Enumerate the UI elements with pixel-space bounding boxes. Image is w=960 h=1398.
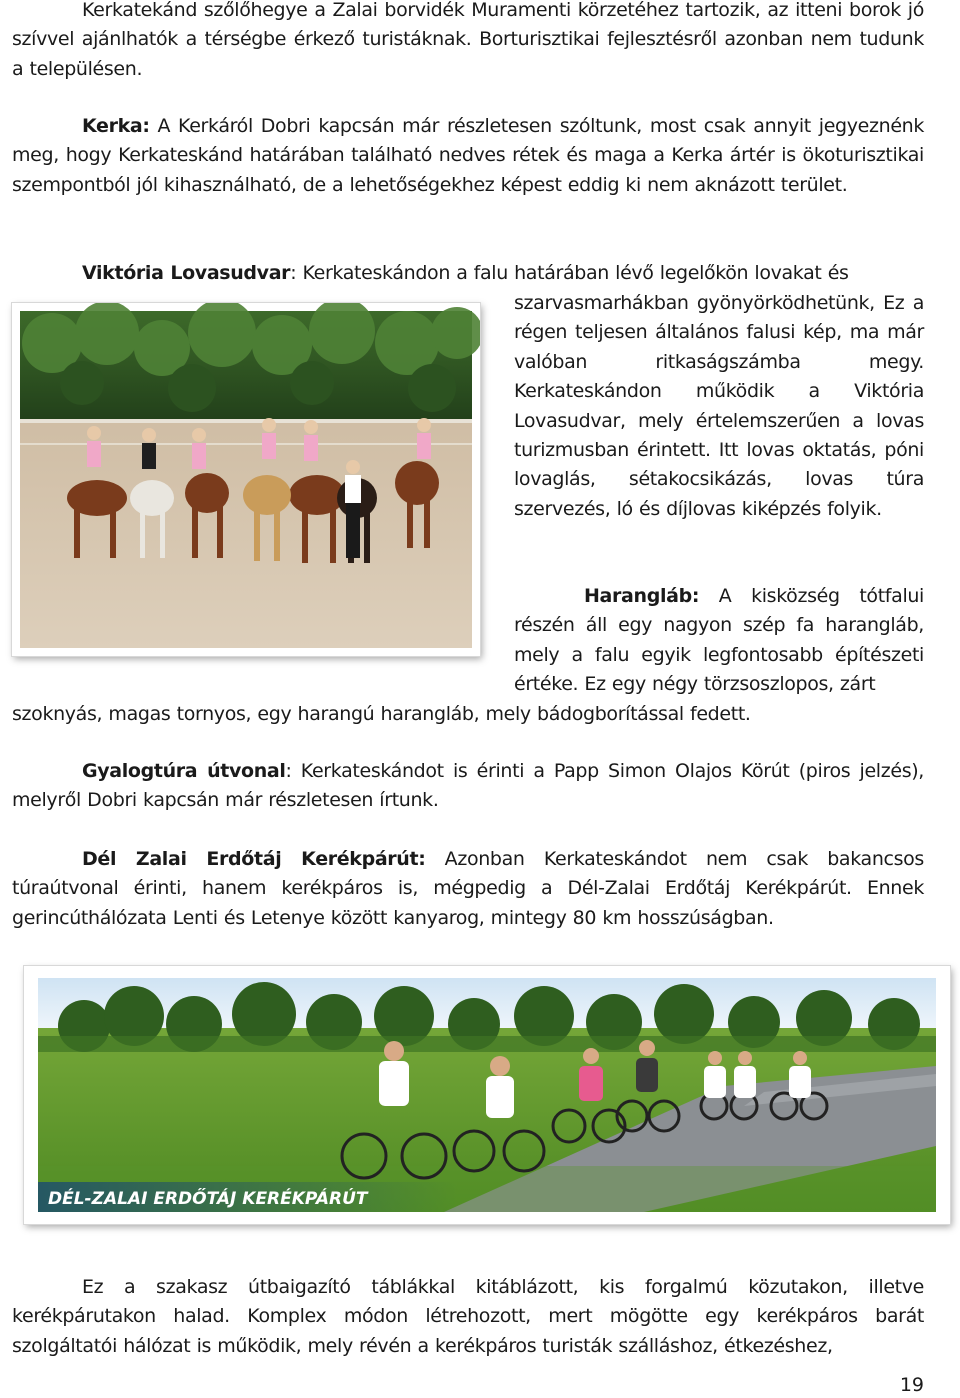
page-number: 19	[899, 1374, 924, 1396]
heading-del-zalai: Dél Zalai Erdőtáj Kerékpárút:	[82, 848, 426, 870]
paragraph-bottom: Ez a szakasz útbaigazító táblákkal kitáblázott, kis forgalmú közutakon, illetve kerékpárutakon halad. Komplex módon létrehozott, mert mögötte egy kerékpáros barát szolgáltatói hálózat is működik, mely révén a kerékpáros turisták szálláshoz, étkezéshez,	[12, 1276, 924, 1357]
horse-riders-photo	[12, 303, 480, 656]
paragraph-gyalogtura: Gyalogtúra útvonal: Kerkateskándot is érinti a Papp Simon Olajos Körút (piros jelzés), melyről Dobri kapcsán már részletesen írtunk.	[12, 760, 924, 812]
paragraph-intro: Kerkatekánd szőlőhegye a Zalai borvidék Muramenti körzetéhez tartozik, az itteni borok jó szívvel ajánlhatók a térségbe érkező turistáknak. Borturisztikai fejlesztésről azonban nem tudunk a településen.	[12, 0, 924, 80]
heading-kerka: Kerka:	[82, 115, 150, 137]
cyclists-photo	[24, 966, 950, 1224]
paragraph-harangl-tail: szoknyás, magas tornyos, egy harangú harangláb, mely bádogborítással fedett.	[12, 703, 751, 725]
heading-haranglab: Harangláb:	[584, 585, 700, 607]
paragraph-kerka: Kerka: A Kerkáról Dobri kapcsán már részletesen szóltunk, most csak annyit jegyeznénk meg, hogy Kerkateskánd határában található nedves rétek és maga a Kerka ártér is ökoturisztikai szempontból jól kihasználható, de a lehetőségekhez képest eddig ki nem aknázott terület.	[12, 115, 924, 196]
bike-photo-caption: DÉL-ZALAI ERDŐTÁJ KERÉKPÁRÚT	[48, 1189, 368, 1209]
heading-gyalogtura: Gyalogtúra útvonal	[82, 760, 286, 782]
paragraph-viktoria-head: Viktória Lovasudvar: Kerkateskándon a falu határában lévő legelőkön lovakat és	[82, 262, 849, 284]
paragraph-viktoria-body: szarvasmarhákban gyönyörködhetünk, Ez a régen teljesen általános falusi kép, ma már valóban ritkaságszámba megy. Kerkateskándon működik a Viktória Lovasudvar, mely értelemszerűen a lovas turizmusban érintett. Itt lovas oktatás, póni lovaglás, sétakocsikázás, lovas túra szervezés, ló és díjlovas kiképzés folyik.	[514, 292, 924, 520]
heading-viktoria: Viktória Lovasudvar	[82, 262, 291, 284]
paragraph-harangl-body: Harangláb: A kisközség tótfalui részén áll egy nagyon szép fa harangláb, mely a falu egyik legfontosabb építészeti értéke. Ez egy négy törzsoszlopos, zárt	[514, 585, 924, 696]
paragraph-del-zalai: Dél Zalai Erdőtáj Kerékpárút: Azonban Kerkateskándot nem csak bakancsos túraútvonal érinti, hanem kerékpáros is, mégpedig a Dél-Zalai Erdőtáj Kerékpárút. Ennek gerincúthálózata Lenti és Letenye között kanyarog, mintegy 80 km hosszúságban.	[12, 848, 924, 929]
